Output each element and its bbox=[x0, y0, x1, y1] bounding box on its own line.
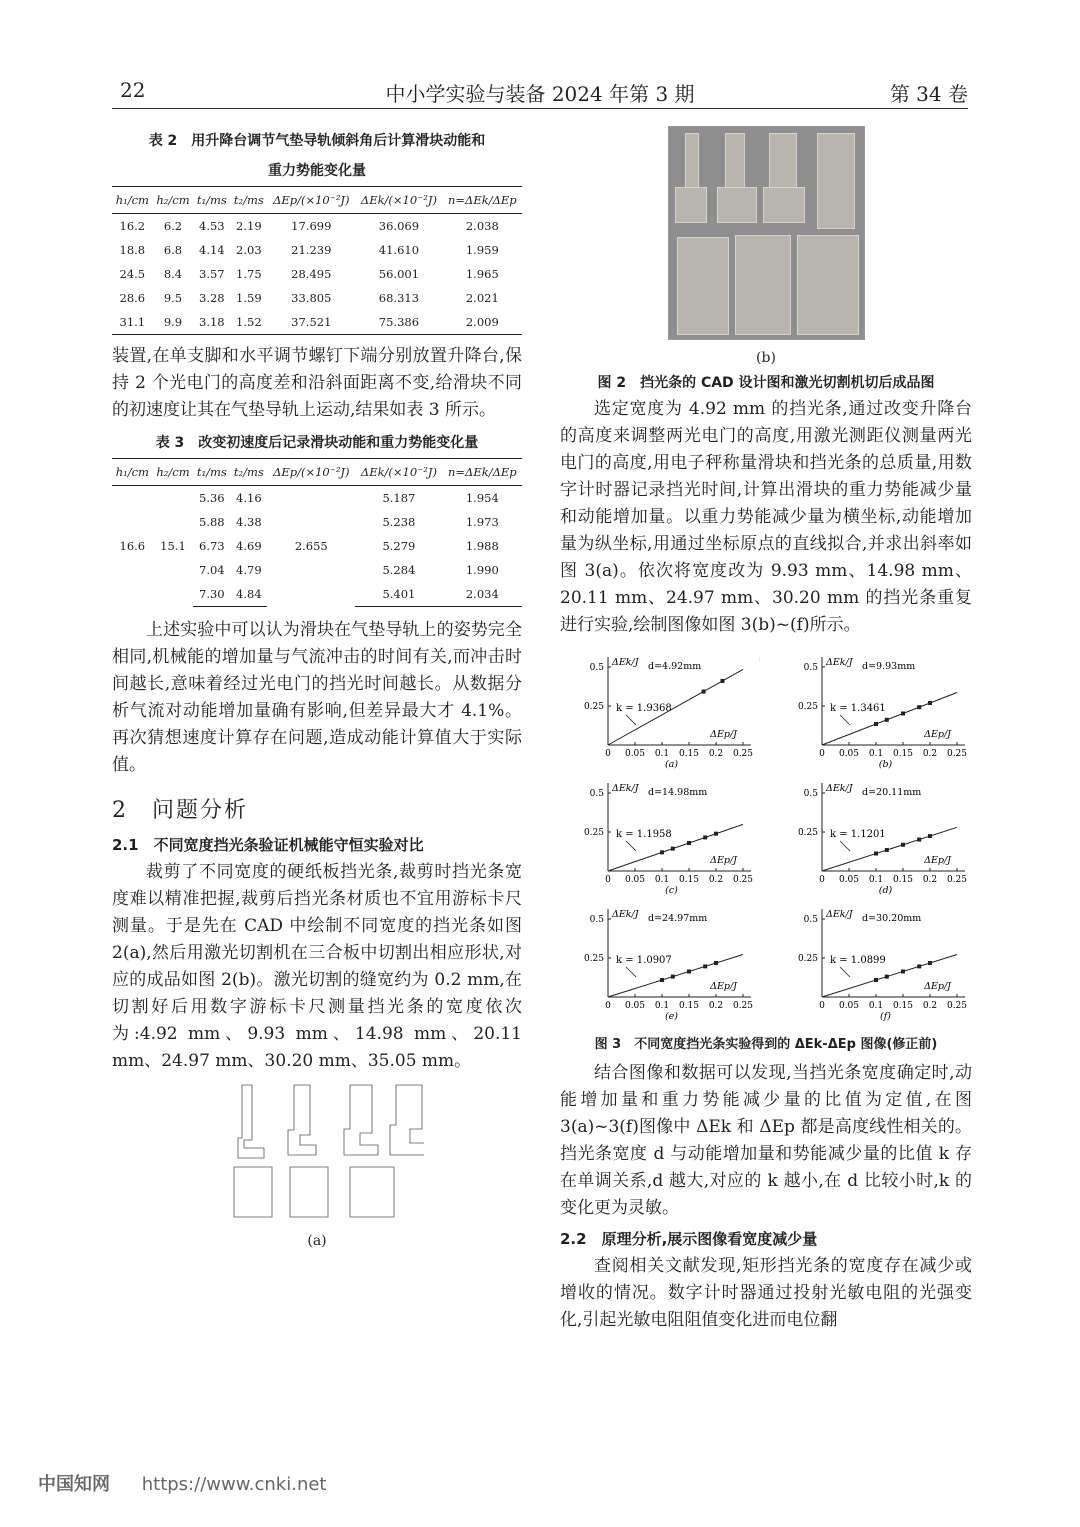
table2-header-cell: h₂/cm bbox=[153, 187, 194, 214]
fig2a-label: (a) bbox=[307, 1233, 327, 1249]
x-axis-label: ΔEp/J bbox=[924, 729, 951, 740]
fig3-plot bbox=[774, 905, 974, 1023]
table3-cell: 7.30 bbox=[193, 582, 230, 607]
x-tick-label: 0.1 bbox=[868, 749, 884, 759]
x-tick-label: 0.1 bbox=[654, 875, 670, 885]
x-axis-label: ΔEp/J bbox=[710, 855, 737, 866]
x-tick-label: 0.2 bbox=[708, 875, 724, 885]
x-tick-label: 0.15 bbox=[678, 749, 700, 759]
slope-label: k = 1.0899 bbox=[830, 955, 886, 966]
fig2-caption: 图 2 挡光条的 CAD 设计图和激光切割机切后成品图 bbox=[597, 375, 935, 391]
table3-cell: 4.69 bbox=[236, 539, 262, 553]
table3-cell: 4.79 bbox=[236, 563, 262, 577]
x-tick-label: 0 bbox=[819, 1001, 825, 1011]
y-tick-label: 0.25 bbox=[583, 828, 604, 838]
y-axis-label: ΔEk/J bbox=[612, 783, 639, 794]
table2-cell: 2.009 bbox=[443, 310, 522, 335]
x-tick-label: 0.25 bbox=[732, 749, 754, 759]
width-label: d=14.98mm bbox=[648, 787, 708, 798]
fig2a-cad-drawing bbox=[224, 1075, 424, 1223]
x-tick-label: 0.15 bbox=[892, 1001, 914, 1011]
table2-cell: 4.53 bbox=[199, 219, 225, 233]
data-point bbox=[928, 834, 932, 838]
table2-header-cell: ΔEp/(×10⁻²J) bbox=[267, 187, 355, 214]
fig3-plot bbox=[774, 653, 974, 771]
x-tick-label: 0.2 bbox=[708, 1001, 724, 1011]
x-tick-label: 0.2 bbox=[708, 749, 724, 759]
x-tick-label: 0.1 bbox=[868, 1001, 884, 1011]
data-point bbox=[901, 843, 905, 847]
width-label: d=4.92mm bbox=[648, 661, 702, 672]
table2-header-cell: t₁/ms bbox=[193, 187, 230, 214]
table2-row bbox=[112, 238, 522, 262]
table2-cell: 6.2 bbox=[163, 219, 183, 233]
paragraph-2: 上述实验中可以认为滑块在气垫导轨上的姿势完全相同,机械能的增加量与气流冲击的时间有关,而冲击时间越长,意味着经过光电门的挡光时间越长。从数据分析气流对动能增加量确有影响,但差异最大才 4.1%。再次猜想速度计算存在问题,造成动能计算值大于实际值。 bbox=[112, 620, 522, 775]
slope-pointer bbox=[626, 967, 636, 977]
y-axis-label: ΔEk/J bbox=[612, 909, 639, 920]
data-point bbox=[885, 975, 889, 979]
table3-cell: 5.88 bbox=[199, 515, 225, 529]
table2-cell: 75.386 bbox=[355, 310, 442, 335]
table3-cell: 4.16 bbox=[236, 491, 262, 505]
table3-header-cell: ΔEp/(×10⁻²J) bbox=[267, 459, 355, 486]
table2-cell: 28.6 bbox=[119, 291, 146, 305]
subplot-label: (f) bbox=[880, 1011, 891, 1022]
left-column bbox=[112, 126, 522, 1255]
table2 bbox=[112, 186, 522, 335]
x-tick-label: 0.25 bbox=[732, 875, 754, 885]
table2-header-cell: ΔEk/(×10⁻²J) bbox=[355, 187, 442, 214]
table3-cell: 5.401 bbox=[355, 582, 442, 607]
table2-cell: 2.021 bbox=[465, 291, 499, 305]
x-tick-label: 0.15 bbox=[892, 875, 914, 885]
y-tick-label: 0.25 bbox=[797, 954, 818, 964]
slope-pointer bbox=[840, 841, 850, 851]
data-point bbox=[720, 679, 724, 683]
subplot-label: (e) bbox=[664, 1011, 679, 1022]
table2-cell: 33.805 bbox=[291, 291, 332, 305]
paragraph-1: 装置,在单支脚和水平调节螺钉下端分别放置升降台,保持 2 个光电门的高度差和沿斜面距离不变,给滑块不同的初速度让其在气垫导轨上运动,结果如表 3 所示。 bbox=[112, 346, 522, 420]
x-tick-label: 0.1 bbox=[654, 749, 670, 759]
subplot-label: (d) bbox=[878, 885, 893, 896]
x-tick-label: 0.05 bbox=[838, 875, 860, 885]
table2-cell: 24.5 bbox=[119, 267, 146, 281]
table3-cell: 4.84 bbox=[230, 582, 267, 607]
table3-cell: 5.279 bbox=[382, 539, 416, 553]
table3-cell: 5.284 bbox=[382, 563, 416, 577]
table2-cell: 1.59 bbox=[236, 291, 262, 305]
slope-pointer bbox=[840, 967, 850, 977]
y-axis-label: ΔEk/J bbox=[826, 783, 853, 794]
table2-cell: 56.001 bbox=[378, 267, 420, 281]
table2-caption-2: 重力势能变化量 bbox=[268, 163, 366, 179]
slope-label: k = 1.0907 bbox=[616, 955, 672, 966]
x-tick-label: 0 bbox=[605, 749, 611, 759]
table2-cell: 31.1 bbox=[112, 310, 153, 335]
data-point bbox=[874, 852, 878, 856]
table3-header-cell: t₂/ms bbox=[230, 459, 267, 486]
table3-cell: 1.988 bbox=[465, 539, 499, 553]
table2-cell: 1.52 bbox=[230, 310, 267, 335]
y-axis-label: ΔEk/J bbox=[826, 909, 853, 920]
table2-cell: 8.4 bbox=[163, 267, 183, 281]
x-tick-label: 0 bbox=[605, 1001, 611, 1011]
cnki-url[interactable]: https://www.cnki.net bbox=[141, 1474, 327, 1495]
y-axis-label: ΔEk/J bbox=[826, 657, 853, 668]
table2-row bbox=[112, 286, 522, 310]
y-tick-label: 0.5 bbox=[589, 663, 604, 673]
x-tick-label: 0 bbox=[605, 875, 611, 885]
table3-dep: 2.655 bbox=[294, 539, 328, 554]
table3-h1: 16.6 bbox=[119, 539, 146, 554]
slope-pointer bbox=[840, 715, 850, 725]
right-column bbox=[560, 126, 972, 1334]
table3-h2: 15.1 bbox=[160, 539, 186, 554]
x-axis-label: ΔEp/J bbox=[924, 981, 951, 992]
table2-cell: 18.8 bbox=[119, 243, 146, 257]
fig3-plot bbox=[560, 653, 760, 771]
table3-header-cell: h₂/cm bbox=[153, 459, 194, 486]
volume: 第 34 卷 bbox=[889, 82, 968, 106]
x-tick-label: 0.2 bbox=[922, 1001, 938, 1011]
table2-cell: 41.610 bbox=[378, 243, 420, 257]
data-point bbox=[901, 712, 905, 716]
slope-label: k = 1.1201 bbox=[830, 829, 886, 840]
fig3-plot bbox=[774, 779, 974, 897]
fig3-chart-grid bbox=[560, 653, 972, 1029]
width-label: d=20.11mm bbox=[862, 787, 922, 798]
data-point bbox=[901, 969, 905, 973]
table2-cell: 36.069 bbox=[378, 219, 420, 233]
table2-row bbox=[112, 262, 522, 286]
data-point bbox=[917, 705, 921, 709]
subplot-label: (b) bbox=[878, 759, 893, 770]
y-axis-label: ΔEk/J bbox=[612, 657, 639, 668]
fig3-caption: 图 3 不同宽度挡光条实验得到的 ΔEk-ΔEp 图像(修正前) bbox=[594, 1037, 938, 1052]
slope-label: k = 1.3461 bbox=[830, 703, 886, 714]
cnki-logo: 中国知网 bbox=[38, 1474, 110, 1495]
table2-header-cell: h₁/cm bbox=[112, 187, 153, 214]
table2-header-cell: t₂/ms bbox=[230, 187, 267, 214]
data-point bbox=[917, 838, 921, 842]
table3-row bbox=[112, 486, 522, 511]
data-point bbox=[703, 964, 707, 968]
x-tick-label: 0 bbox=[819, 875, 825, 885]
subplot-label: (c) bbox=[665, 885, 678, 896]
table2-row bbox=[112, 214, 522, 239]
data-point bbox=[687, 969, 691, 973]
page-number: 22 bbox=[120, 78, 146, 102]
x-tick-label: 0.05 bbox=[838, 1001, 860, 1011]
data-point bbox=[885, 848, 889, 852]
data-point bbox=[671, 847, 675, 851]
y-tick-label: 0.5 bbox=[803, 663, 818, 673]
data-point bbox=[660, 978, 664, 982]
data-point bbox=[714, 961, 718, 965]
fig3-plot bbox=[560, 779, 760, 897]
table2-cell: 1.959 bbox=[465, 243, 499, 257]
table2-cell: 3.18 bbox=[193, 310, 230, 335]
x-tick-label: 0.2 bbox=[922, 749, 938, 759]
section-2-heading: 2 问题分析 bbox=[112, 798, 248, 823]
slope-label: k = 1.1958 bbox=[616, 829, 672, 840]
y-tick-label: 0.25 bbox=[797, 828, 818, 838]
fig2b-label: (b) bbox=[756, 350, 776, 366]
y-tick-label: 0.25 bbox=[797, 702, 818, 712]
data-point bbox=[687, 841, 691, 845]
section-2-1-heading: 2.1 不同宽度挡光条验证机械能守恒实验对比 bbox=[112, 836, 424, 854]
data-point bbox=[702, 690, 706, 694]
y-tick-label: 0.5 bbox=[589, 789, 604, 799]
y-tick-label: 0.5 bbox=[803, 789, 818, 799]
table3-cell: 7.04 bbox=[199, 563, 225, 577]
table2-cell: 16.2 bbox=[119, 219, 146, 233]
paragraph-6: 查阅相关文献发现,矩形挡光条的宽度存在减少或增收的情况。数字计时器通过投射光敏电阻的光强变化,引起光敏电阻阻值变化进而电位翻 bbox=[560, 1256, 972, 1330]
table2-cell: 21.239 bbox=[291, 243, 332, 257]
x-tick-label: 0.05 bbox=[624, 1001, 646, 1011]
x-tick-label: 0.1 bbox=[868, 875, 884, 885]
table2-cell: 2.19 bbox=[236, 219, 262, 233]
x-tick-label: 0.25 bbox=[946, 749, 968, 759]
data-point bbox=[671, 975, 675, 979]
data-point bbox=[660, 850, 664, 854]
slope-label: k = 1.9368 bbox=[616, 703, 672, 714]
data-point bbox=[885, 718, 889, 722]
x-tick-label: 0.2 bbox=[922, 875, 938, 885]
data-point bbox=[703, 835, 707, 839]
table3-cell: 2.034 bbox=[443, 582, 522, 607]
table2-cell: 1.75 bbox=[236, 267, 262, 281]
table2-caption-1: 表 2 用升降台调节气垫导轨倾斜角后计算滑块动能和 bbox=[148, 133, 486, 149]
table2-row bbox=[112, 310, 522, 335]
table2-cell: 17.699 bbox=[291, 219, 332, 233]
data-point bbox=[917, 964, 921, 968]
table3-header-cell: ΔEk/(×10⁻²J) bbox=[355, 459, 442, 486]
table3-cell: 6.73 bbox=[199, 539, 225, 553]
footer bbox=[38, 1470, 326, 1496]
paragraph-5: 结合图像和数据可以发现,当挡光条宽度确定时,动能增加量和重力势能减少量的比值为定值,在图 3(a)~3(f)图像中 ΔEk 和 ΔEp 都是高度线性相关的。挡光条宽度 d 与动能增加量和势能减少量的比值 k 存在单调关系,d 越大,对应的 k 越小,在 d 比较小时,k 的变化更为灵敏。 bbox=[560, 1063, 972, 1218]
fig3-plot bbox=[560, 905, 760, 1023]
x-tick-label: 0.1 bbox=[654, 1001, 670, 1011]
table3-cell: 1.954 bbox=[465, 491, 499, 505]
x-axis-label: ΔEp/J bbox=[710, 729, 737, 740]
table3-cell: 1.990 bbox=[465, 563, 499, 577]
table3-header-cell: h₁/cm bbox=[112, 459, 153, 486]
table3-header-cell: t₁/ms bbox=[193, 459, 230, 486]
data-point bbox=[714, 832, 718, 836]
x-tick-label: 0 bbox=[819, 749, 825, 759]
x-axis-label: ΔEp/J bbox=[924, 855, 951, 866]
table2-header-cell: n=ΔEk/ΔEp bbox=[443, 187, 522, 214]
table2-cell: 9.9 bbox=[153, 310, 194, 335]
data-point bbox=[928, 701, 932, 705]
table3-header-cell: n=ΔEk/ΔEp bbox=[443, 459, 522, 486]
journal-title: 中小学实验与装备 2024 年第 3 期 bbox=[385, 82, 695, 106]
x-tick-label: 0.05 bbox=[624, 749, 646, 759]
paragraph-3: 裁剪了不同宽度的硬纸板挡光条,裁剪时挡光条宽度难以精准把握,裁剪后挡光条材质也不宜用游标卡尺测量。于是先在 CAD 中绘制不同宽度的挡光条如图 2(a),然后用激光切割机在三合板中切割出相应形状,对应的成品如图 2(b)。激光切割的缝宽约为 0.2 mm,在切割好后用数字游标卡尺测量挡光条的宽度依次为:4.92 mm、9.93 mm、14.98 mm、20.11 mm、24.97 mm、30.20 mm、35.05 mm。 bbox=[112, 862, 522, 1071]
fig2b-photo bbox=[668, 126, 865, 340]
table3-cell: 1.973 bbox=[465, 515, 499, 529]
table2-cell: 4.14 bbox=[199, 243, 225, 257]
width-label: d=9.93mm bbox=[862, 661, 916, 672]
table2-cell: 37.521 bbox=[267, 310, 355, 335]
table3-cell: 5.36 bbox=[199, 491, 225, 505]
table2-cell: 68.313 bbox=[378, 291, 420, 305]
table3-cell: 5.238 bbox=[382, 515, 416, 529]
subplot-label: (a) bbox=[664, 759, 679, 770]
table2-cell: 3.57 bbox=[199, 267, 225, 281]
x-tick-label: 0.25 bbox=[732, 1001, 754, 1011]
x-tick-label: 0.25 bbox=[946, 875, 968, 885]
slope-pointer bbox=[626, 841, 636, 851]
table2-cell: 2.038 bbox=[465, 219, 499, 233]
table2-cell: 9.5 bbox=[163, 291, 183, 305]
slope-pointer bbox=[626, 715, 636, 725]
x-axis-label: ΔEp/J bbox=[710, 981, 737, 992]
x-tick-label: 0.25 bbox=[946, 1001, 968, 1011]
y-tick-label: 0.5 bbox=[589, 915, 604, 925]
data-point bbox=[928, 961, 932, 965]
table2-cell: 3.28 bbox=[199, 291, 225, 305]
x-tick-label: 0.05 bbox=[624, 875, 646, 885]
y-tick-label: 0.5 bbox=[803, 915, 818, 925]
data-point bbox=[874, 978, 878, 982]
width-label: d=24.97mm bbox=[648, 913, 708, 924]
table2-cell: 1.965 bbox=[465, 267, 499, 281]
header-rule bbox=[112, 108, 968, 109]
table3-caption: 表 3 改变初速度后记录滑块动能和重力势能变化量 bbox=[155, 435, 479, 451]
x-tick-label: 0.05 bbox=[838, 749, 860, 759]
table3-cell: 5.187 bbox=[382, 491, 416, 505]
x-tick-label: 0.15 bbox=[892, 749, 914, 759]
y-tick-label: 0.25 bbox=[583, 702, 604, 712]
data-point bbox=[874, 722, 878, 726]
table2-cell: 2.03 bbox=[236, 243, 262, 257]
paragraph-4: 选定宽度为 4.92 mm 的挡光条,通过改变升降台的高度来调整两光电门的高度,用激光测距仪测量两光电门的高度,用电子秤称量滑块和挡光条的总质量,用数字计时器记录挡光时间,计算出滑块的重力势能减少量和动能增加量。以重力势能减少量为横坐标,动能增加量为纵坐标,用通过坐标原点的直线拟合,并求出斜率如图 3(a)。依次将宽度改为 9.93 mm、14.98 mm、20.11 mm、24.97 mm、30.20 mm 的挡光条重复进行实验,绘制图像如图 3(b)~(f)所示。 bbox=[560, 399, 972, 635]
table3 bbox=[112, 458, 522, 607]
table2-cell: 28.495 bbox=[291, 267, 332, 281]
width-label: d=30.20mm bbox=[862, 913, 922, 924]
table2-cell: 6.8 bbox=[163, 243, 183, 257]
x-tick-label: 0.15 bbox=[678, 875, 700, 885]
section-2-2-heading: 2.2 原理分析,展示图像看宽度减少量 bbox=[560, 1230, 818, 1248]
table3-cell: 4.38 bbox=[236, 515, 262, 529]
x-tick-label: 0.15 bbox=[678, 1001, 700, 1011]
y-tick-label: 0.25 bbox=[583, 954, 604, 964]
